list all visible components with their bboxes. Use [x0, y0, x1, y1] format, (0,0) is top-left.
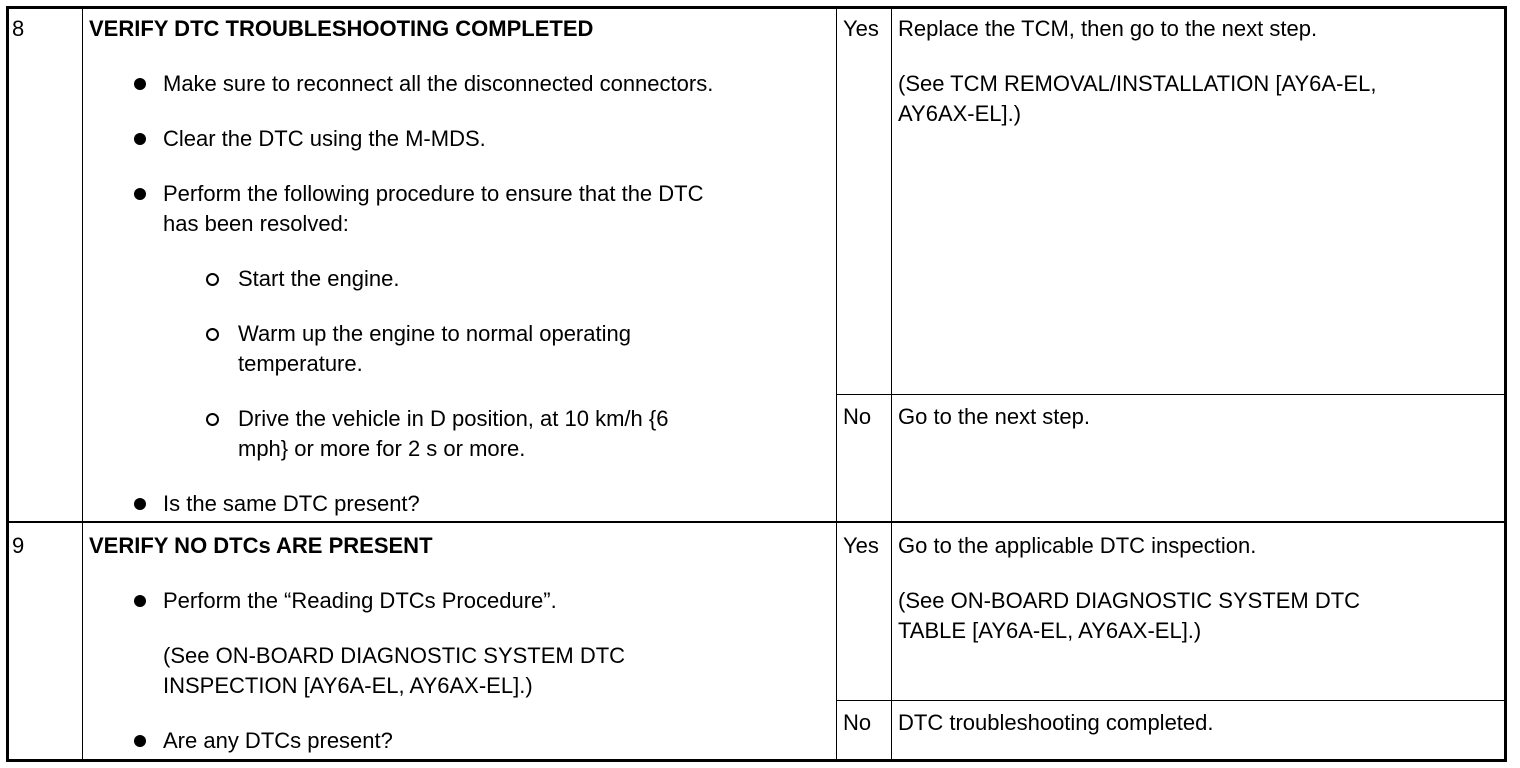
table-border-top — [6, 6, 1507, 9]
sub-bullet-icon — [206, 273, 219, 286]
yes-reference: (See TCM REMOVAL/INSTALLATION [AY6A-EL, — [898, 71, 1377, 96]
column-divider — [82, 6, 83, 762]
bullet-icon — [134, 735, 146, 747]
table-border-bottom — [6, 759, 1507, 762]
yes-label: Yes — [843, 533, 879, 558]
bullet-text: Are any DTCs present? — [163, 728, 393, 753]
step-number: 9 — [12, 533, 25, 558]
yes-label: Yes — [843, 16, 879, 41]
sub-bullet-text: mph} or more for 2 s or more. — [238, 436, 526, 461]
yes-reference: (See ON-BOARD DIAGNOSTIC SYSTEM DTC — [898, 588, 1361, 613]
bullet-text: Perform the “Reading DTCs Procedure”. — [163, 588, 557, 613]
sub-bullet-text: Start the engine. — [238, 266, 400, 291]
table-border-right — [1504, 6, 1507, 762]
yes-reference: TABLE [AY6A-EL, AY6AX-EL].) — [898, 618, 1202, 643]
no-label: No — [843, 404, 872, 429]
row-divider — [836, 394, 1507, 395]
column-divider — [836, 6, 837, 762]
table-border-left — [6, 6, 9, 762]
row-divider — [836, 700, 1507, 701]
bullet-reference: INSPECTION [AY6A-EL, AY6AX-EL].) — [163, 673, 533, 698]
sub-bullet-icon — [206, 413, 219, 426]
bullet-text: has been resolved: — [163, 211, 349, 236]
bullet-text: Perform the following procedure to ensure that the DTC — [163, 181, 704, 206]
bullet-reference: (See ON-BOARD DIAGNOSTIC SYSTEM DTC — [163, 643, 626, 668]
sub-bullet-text: Warm up the engine to normal operating — [238, 321, 631, 346]
bullet-text: Clear the DTC using the M-MDS. — [163, 126, 486, 151]
bullet-icon — [134, 595, 146, 607]
bullet-icon — [134, 133, 146, 145]
bullet-icon — [134, 78, 146, 90]
yes-reference: AY6AX-EL].) — [898, 101, 1022, 126]
row-divider — [6, 521, 1507, 523]
sub-bullet-icon — [206, 328, 219, 341]
column-divider — [891, 6, 892, 762]
no-label: No — [843, 710, 872, 735]
bullet-text: Is the same DTC present? — [163, 491, 420, 516]
yes-action: Go to the applicable DTC inspection. — [898, 533, 1257, 558]
bullet-icon — [134, 498, 146, 510]
no-action: Go to the next step. — [898, 404, 1091, 429]
yes-action: Replace the TCM, then go to the next step. — [898, 16, 1318, 41]
no-action: DTC troubleshooting completed. — [898, 710, 1214, 735]
step-title: VERIFY NO DTCs ARE PRESENT — [89, 533, 433, 558]
bullet-icon — [134, 188, 146, 200]
step-number: 8 — [12, 16, 25, 41]
sub-bullet-text: temperature. — [238, 351, 363, 376]
bullet-text: Make sure to reconnect all the disconnected connectors. — [163, 71, 714, 96]
step-title: VERIFY DTC TROUBLESHOOTING COMPLETED — [89, 16, 594, 41]
sub-bullet-text: Drive the vehicle in D position, at 10 km/h {6 — [238, 406, 669, 431]
